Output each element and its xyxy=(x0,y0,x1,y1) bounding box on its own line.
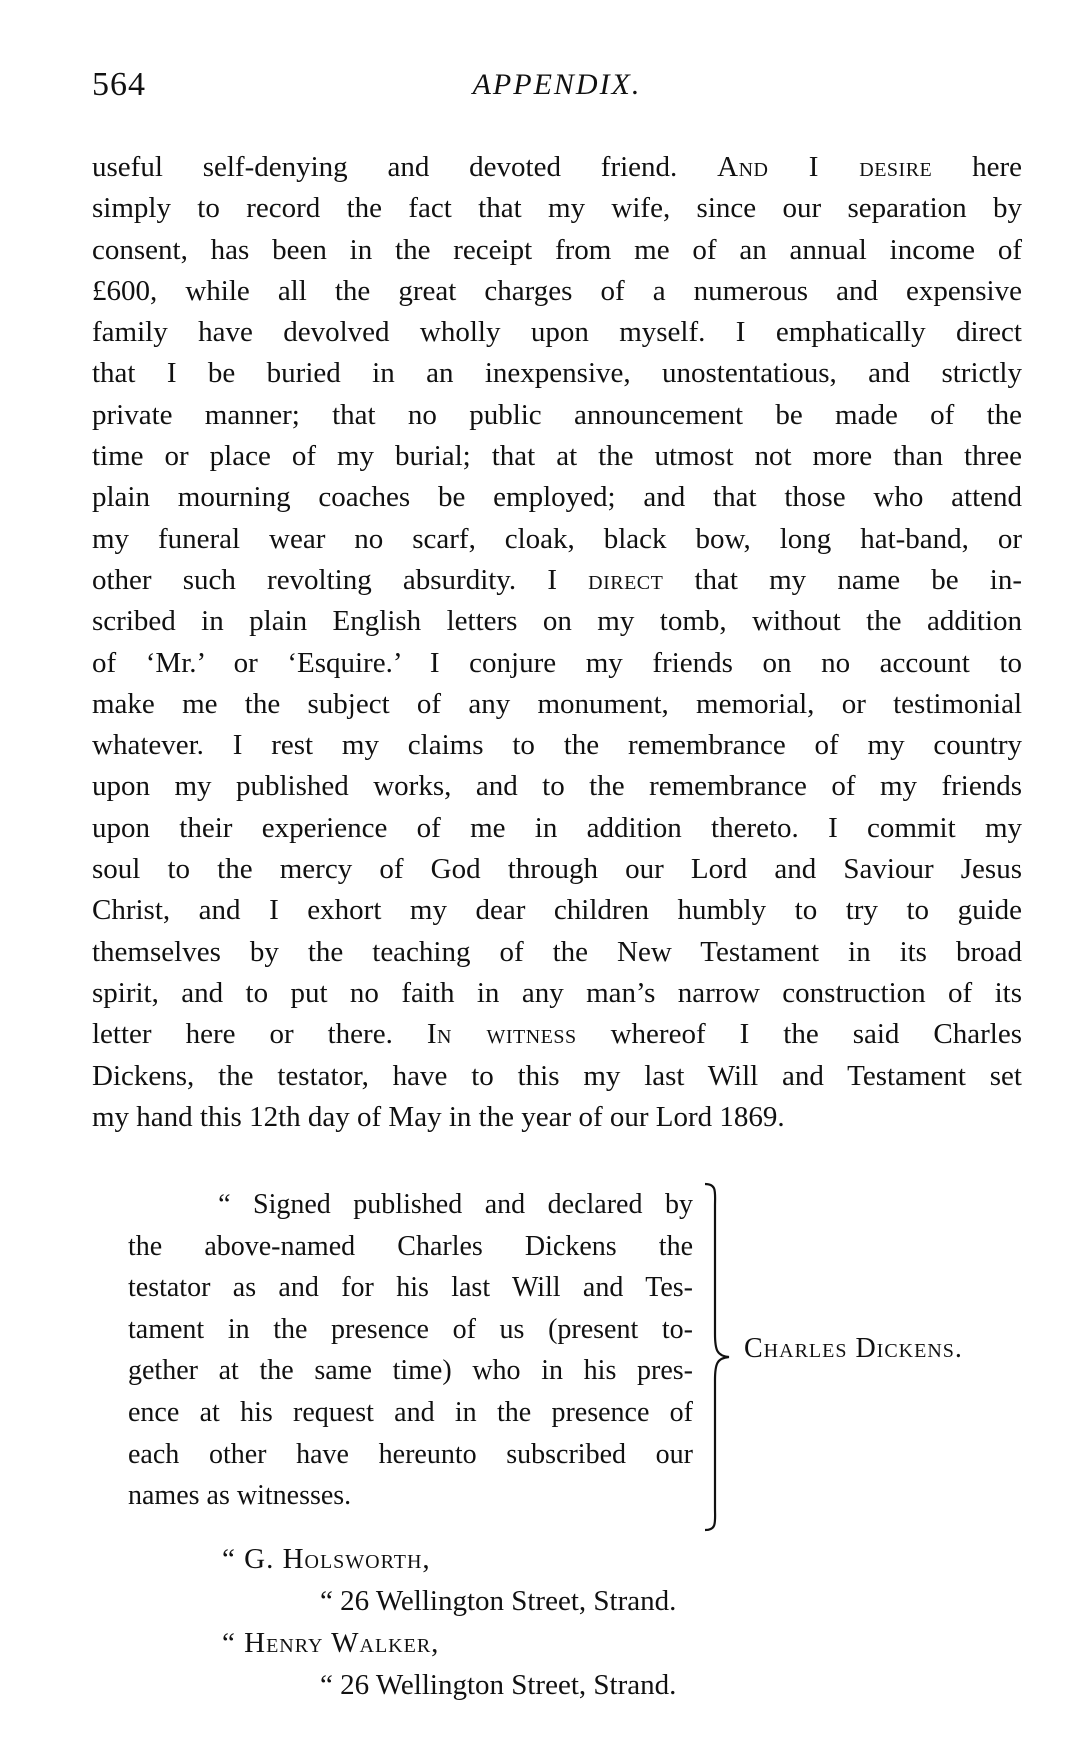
body-text-run: scribed in plain English letters on my tomb, without the addition xyxy=(92,605,1022,638)
body-line xyxy=(92,560,1022,601)
body-line xyxy=(92,1056,1022,1097)
body-line xyxy=(92,271,1022,312)
body-text-run: that I be buried in an inexpensive, unostentatious, and strictly xyxy=(92,357,1022,390)
will-body-text xyxy=(92,147,1022,1138)
body-line xyxy=(92,147,1022,188)
body-text-run: £600, while all the great charges of a numerous and expensive xyxy=(92,274,1022,307)
witness-name: “ Henry Walker, xyxy=(222,1627,440,1659)
body-text-run: upon their experience of me in addition thereto. I commit my xyxy=(92,811,1022,844)
body-text-run: simply to record the fact that my wife, since our separation by xyxy=(92,192,1022,225)
attestation-line: tament in the presence of us (present to- xyxy=(128,1313,693,1345)
small-caps-run: direct xyxy=(588,563,664,596)
body-line xyxy=(92,312,1022,353)
body-line xyxy=(92,230,1022,271)
body-text-run: my hand this 12th day of May in the year of our Lord 1869. xyxy=(92,1100,785,1133)
body-text-run: consent, has been in the receipt from me of an annual income of xyxy=(92,233,1022,266)
running-head xyxy=(92,66,1022,116)
body-line xyxy=(92,684,1022,725)
body-text-run: themselves by the teaching of the New Testament in its broad xyxy=(92,935,1022,968)
body-text-run: here xyxy=(932,151,1022,183)
body-line xyxy=(92,395,1022,436)
witness-name: “ G. Holsworth, xyxy=(222,1543,431,1575)
body-text-run: private manner; that no public announcement be made of the xyxy=(92,398,1022,431)
body-line xyxy=(92,353,1022,394)
body-line xyxy=(92,1097,1022,1138)
page-number: 564 xyxy=(92,66,146,103)
body-line xyxy=(92,601,1022,642)
attestation-line: names as witnesses. xyxy=(128,1480,352,1512)
body-line xyxy=(92,973,1022,1014)
witness-list xyxy=(0,1538,1080,1706)
witness-address: “ 26 Wellington Street, Strand. xyxy=(320,1585,677,1617)
body-text-run: time or place of my burial; that at the utmost not more than three xyxy=(92,440,1022,473)
body-line xyxy=(92,766,1022,807)
body-text-run: family have devolved wholly upon myself. I emphatically direct xyxy=(92,316,1022,349)
small-caps-run: In witness xyxy=(426,1018,577,1051)
body-line xyxy=(92,643,1022,684)
attestation-line: each other have hereunto subscribed our xyxy=(128,1438,693,1470)
body-text-run: Christ, and I exhort my dear children humbly to try to guide xyxy=(92,894,1022,927)
attestation-line: gether at the same time) who in his pres- xyxy=(128,1355,693,1387)
body-line xyxy=(92,436,1022,477)
testator-signature: Charles Dickens. xyxy=(744,1333,963,1364)
body-line xyxy=(92,1014,1022,1055)
body-text-run: make me the subject of any monument, memorial, or testimonial xyxy=(92,687,1022,720)
body-text-run: spirit, and to put no faith in any man’s narrow construction of its xyxy=(92,976,1022,1009)
body-text-run: Dickens, the testator, have to this my last Will and Testament set xyxy=(92,1059,1022,1092)
body-line xyxy=(92,849,1022,890)
body-line xyxy=(92,725,1022,766)
attestation-line: testator as and for his last Will and Tes- xyxy=(128,1272,693,1304)
body-line xyxy=(92,808,1022,849)
body-text-run: whereof I the said Charles xyxy=(576,1018,1022,1051)
body-text-run: of ‘Mr.’ or ‘Esquire.’ I conjure my friends on no account to xyxy=(92,646,1022,679)
body-line xyxy=(92,477,1022,518)
body-text-run: whatever. I rest my claims to the remembrance of my country xyxy=(92,729,1022,762)
running-title: APPENDIX. xyxy=(472,68,642,101)
body-text-run: letter here or there. xyxy=(92,1018,427,1051)
brace-path xyxy=(705,1184,729,1530)
body-line xyxy=(92,890,1022,931)
body-text-run: that my name be in- xyxy=(663,563,1022,596)
body-line xyxy=(92,932,1022,973)
attestation-line: “ Signed published and declared by xyxy=(128,1189,693,1220)
small-caps-run: And I desire xyxy=(717,151,933,183)
body-text-run: other such revolting absurdity. I xyxy=(92,563,589,596)
attestation-line: ence at his request and in the presence of xyxy=(128,1396,693,1428)
body-text-run: upon my published works, and to the remembrance of my friends xyxy=(92,770,1022,803)
attestation-clause xyxy=(128,1184,693,1517)
body-line xyxy=(92,188,1022,229)
body-text-run: soul to the mercy of God through our Lord and Saviour Jesus xyxy=(92,853,1022,886)
body-text-run: useful self-denying and devoted friend. xyxy=(92,151,718,183)
body-text-run: plain mourning coaches be employed; and that those who attend xyxy=(92,481,1022,514)
body-line xyxy=(92,519,1022,560)
attestation-line: the above-named Charles Dickens the xyxy=(128,1230,693,1262)
right-brace xyxy=(703,1182,733,1532)
body-text-run: my funeral wear no scarf, cloak, black bow, long hat-band, or xyxy=(92,522,1022,555)
witness-address: “ 26 Wellington Street, Strand. xyxy=(320,1669,677,1701)
